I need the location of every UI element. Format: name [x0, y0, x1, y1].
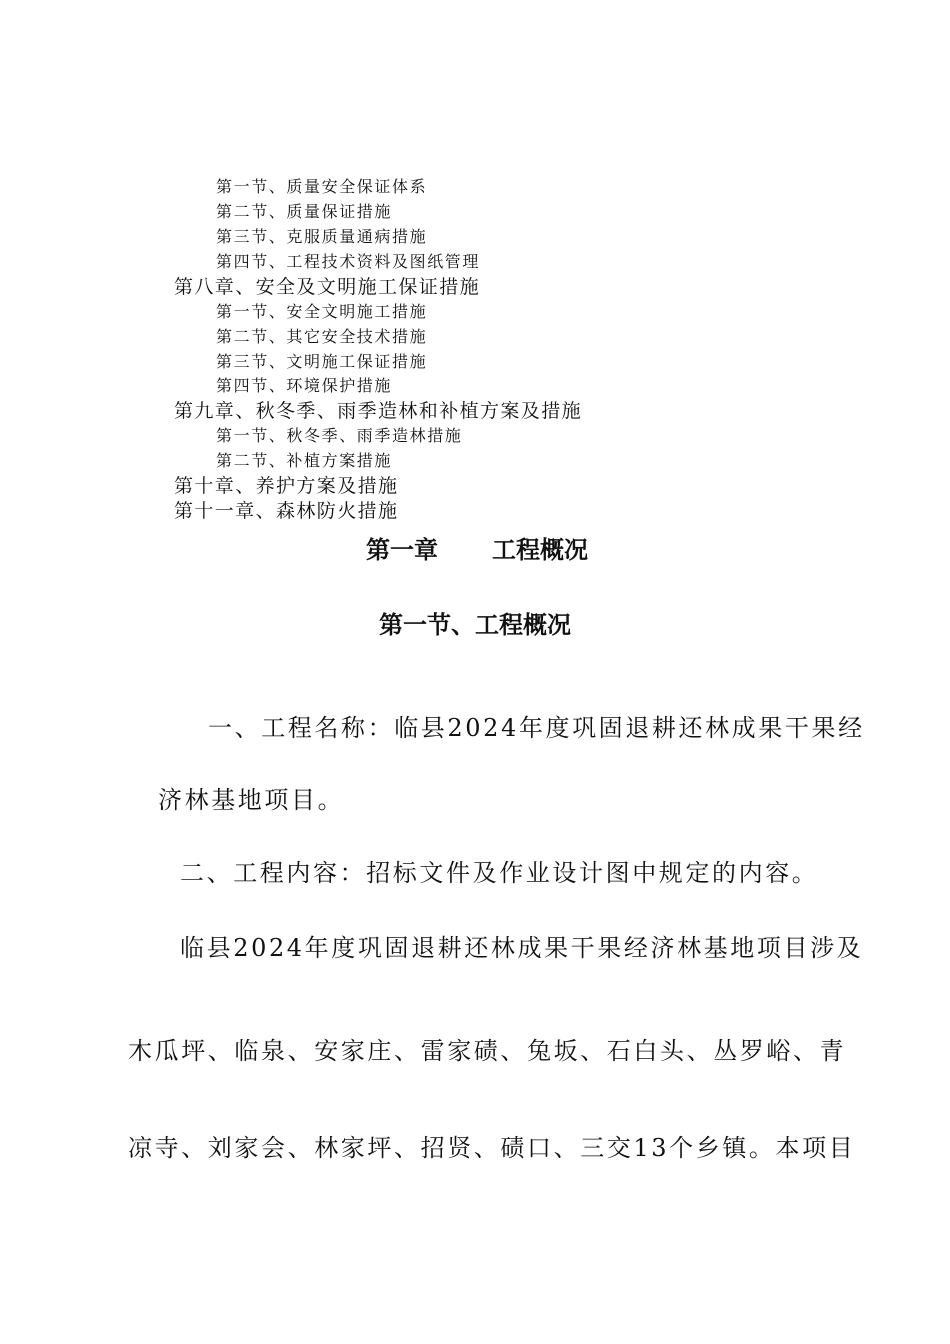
chapter-number: 第一章	[366, 536, 438, 564]
toc-chapter-line: 第八章、安全及文明施工保证措施	[174, 276, 481, 298]
body-line: 凉寺、刘家会、林家坪、招贤、碛口、三交13个乡镇。本项目	[128, 1134, 856, 1162]
chapter-title: 工程概况	[492, 536, 588, 564]
toc-section-line: 第三节、文明施工保证措施	[216, 352, 428, 371]
toc-section-line: 第二节、其它安全技术措施	[216, 327, 428, 346]
toc-chapter-line: 第十章、养护方案及措施	[174, 475, 399, 497]
toc-section-line: 第四节、工程技术资料及图纸管理	[216, 252, 481, 271]
toc-section-line: 第二节、补植方案措施	[216, 451, 393, 470]
toc-section-line: 第一节、质量安全保证体系	[216, 177, 428, 196]
body-line: 二、工程内容：招标文件及作业设计图中规定的内容。	[180, 859, 819, 887]
toc-chapter-line: 第十一章、森林防火措施	[174, 500, 399, 522]
toc-section-line: 第四节、环境保护措施	[216, 376, 393, 395]
body-line: 木瓜坪、临泉、安家庄、雷家碛、兔坂、石白头、丛罗峪、青	[128, 1037, 847, 1065]
toc-section-line: 第一节、秋冬季、雨季造林措施	[216, 426, 463, 445]
body-line: 济林基地项目。	[158, 786, 345, 814]
body-line: 一、工程名称：临县2024年度巩固退耕还林成果干果经	[208, 714, 865, 742]
toc-section-line: 第二节、质量保证措施	[216, 202, 393, 221]
toc-section-line: 第三节、克服质量通病措施	[216, 227, 428, 246]
section-title: 第一节、工程概况	[379, 611, 571, 639]
toc-chapter-line: 第九章、秋冬季、雨季造林和补植方案及措施	[174, 400, 583, 422]
toc-section-line: 第一节、安全文明施工措施	[216, 302, 428, 321]
body-line: 临县2024年度巩固退耕还林成果干果经济林基地项目涉及	[180, 934, 864, 962]
